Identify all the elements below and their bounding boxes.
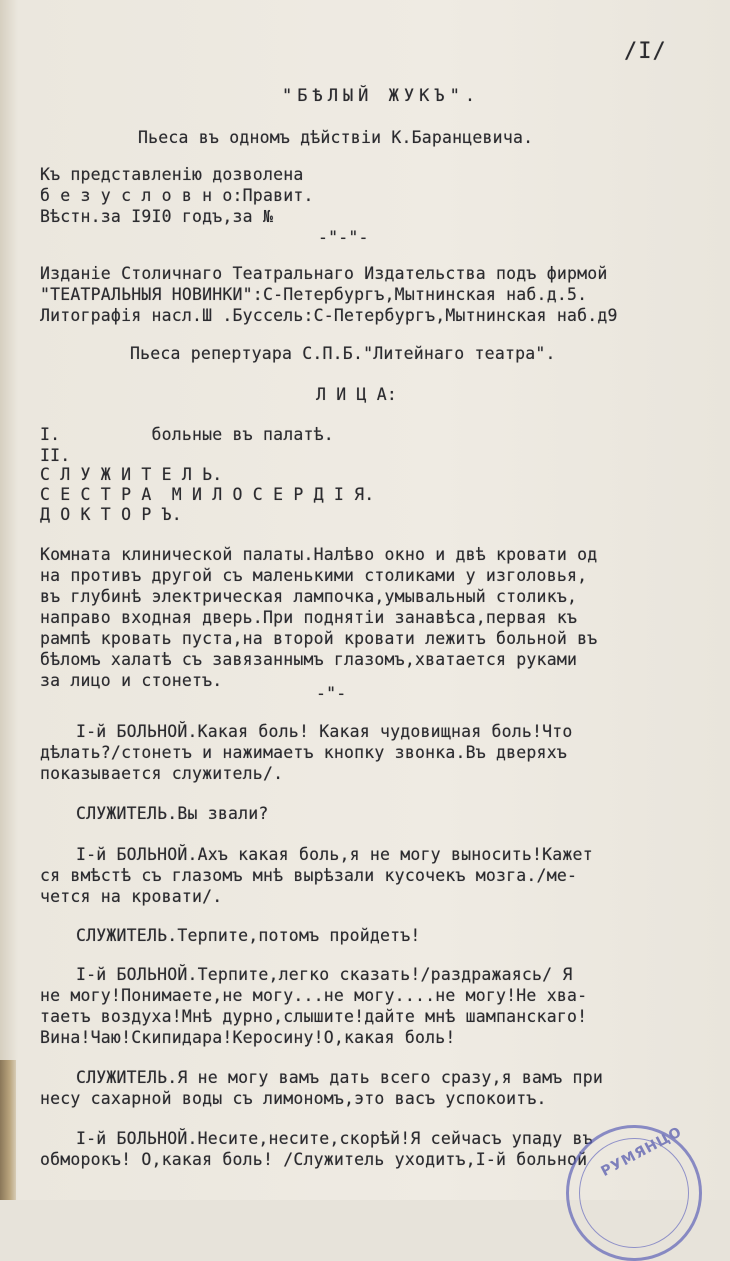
dialogue-7-line-2: обморокъ! О,какая боль! /Служитель уходитъ,I-й больной [40, 1150, 588, 1169]
dialogue-1-line-2: дѣлать?/стонетъ и нажимаетъ кнопку звонка.Въ дверяхъ [40, 743, 567, 762]
dialogue-5-line-3: таетъ воздуха!Мнѣ дурно,слышите!дайте мнѣ шампанскаго! [40, 1007, 588, 1026]
dialogue-4-line-1: СЛУЖИТЕЛЬ.Терпите,потомъ пройдетъ! [76, 926, 421, 945]
permission-line-1: Къ представленiю дозволена [40, 165, 304, 184]
publisher-line-2: "ТЕАТРАЛЬНЫЯ НОВИНКИ":С-Петербургъ,Мытнинская наб.д.5. [40, 285, 588, 304]
setting-line-1: Комната клинической палаты.Налѣво окно и двѣ кровати од [40, 545, 598, 564]
page-number: /I/ [624, 39, 667, 64]
archive-stamp-text: РУМЯНЦО [598, 1123, 685, 1181]
play-subtitle: Пьеса въ одномъ дѣйствiи К.Баранцевича. [138, 128, 534, 147]
separator-1: -"-"- [318, 228, 369, 247]
binding-edge [0, 1060, 16, 1200]
dialogue-6-line-2: несу сахарной воды съ лимономъ,это васъ успокоитъ. [40, 1089, 547, 1108]
character-1: I. больные въ палатѣ. [40, 425, 334, 444]
dialogue-2-line-1: СЛУЖИТЕЛЬ.Вы звали? [76, 804, 269, 823]
dialogue-1-line-1: I-й БОЛЬНОЙ.Какая боль! Какая чудовищная боль!Что [76, 722, 573, 741]
play-title: "БѢЛЫЙ ЖУКЪ". [282, 86, 481, 106]
setting-line-7: за лицо и стонетъ. [40, 671, 223, 690]
publisher-line-3: Литографiя насл.Ш .Буссель:С-Петербургъ,Мытнинская наб.д9 [40, 306, 618, 325]
publisher-line-1: Изданiе Столичнаго Театральнаго Издательства подъ фирмой [40, 264, 608, 283]
dialogue-5-line-4: Вина!Чаю!Скипидара!Керосину!О,какая боль! [40, 1028, 456, 1047]
repertoire-note: Пьеса репертуара С.П.Б."Литейнаго театра". [130, 344, 556, 363]
character-doctor: Д О К Т О Р Ъ. [40, 505, 182, 524]
dialogue-3-line-1: I-й БОЛЬНОЙ.Ахъ какая боль,я не могу выносить!Кажет [76, 845, 593, 864]
dialogue-1-line-3: показывается служитель/. [40, 764, 284, 783]
separator-2: -"- [316, 684, 347, 703]
setting-line-2: на противъ другой съ маленькими столиками у изголовья, [40, 566, 588, 585]
character-servant: С Л У Ж И Т Е Л Ь. [40, 465, 223, 484]
dialogue-3-line-3: чется на кровати/. [40, 887, 223, 906]
setting-line-5: рампѣ кровать пуста,на второй кровати лежитъ больной въ [40, 629, 598, 648]
character-2: II. [40, 446, 71, 465]
setting-line-3: въ глубинѣ электрическая лампочка,умывальный столикъ, [40, 587, 578, 606]
character-nurse: С Е С Т Р А М И Л О С Е Р Д I Я. [40, 485, 375, 504]
characters-heading: Л И Ц А: [316, 385, 398, 404]
dialogue-6-line-1: СЛУЖИТЕЛЬ.Я не могу вамъ дать всего сразу,я вамъ при [76, 1068, 603, 1087]
permission-line-3: Вѣстн.за I9I0 годъ,за № [40, 207, 274, 226]
archive-stamp [566, 1125, 702, 1261]
dialogue-3-line-2: ся вмѣстѣ съ глазомъ мнѣ вырѣзали кусочекъ мозга./ме- [40, 866, 578, 885]
dialogue-5-line-2: не могу!Понимаете,не могу...не могу....не могу!Не хва- [40, 986, 588, 1005]
setting-line-4: направо входная дверь.При поднятiи занавѣса,первая къ [40, 608, 578, 627]
dialogue-5-line-1: I-й БОЛЬНОЙ.Терпите,легко сказать!/раздражаясь/ Я [76, 965, 573, 984]
dialogue-7-line-1: I-й БОЛЬНОЙ.Несите,несите,скорѣй!Я сейчасъ упаду въ [76, 1129, 593, 1148]
permission-line-2: б е з у с л о в н о:Правит. [40, 186, 314, 205]
setting-line-6: бѣломъ халатѣ съ завязаннымъ глазомъ,хватается руками [40, 650, 578, 669]
